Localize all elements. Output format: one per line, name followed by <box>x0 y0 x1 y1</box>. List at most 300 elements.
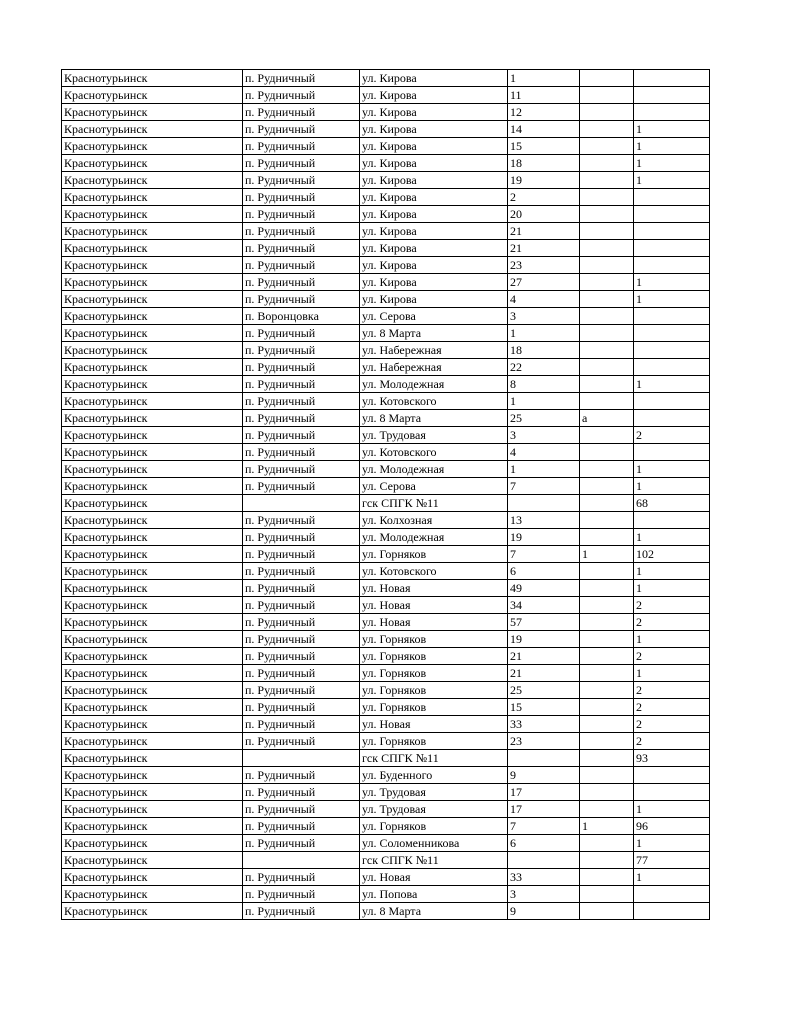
city-cell: Краснотурьинск <box>62 852 243 869</box>
building-suffix-cell <box>580 733 634 750</box>
street-cell: ул. Горняков <box>360 733 508 750</box>
table-row <box>62 495 710 512</box>
house-number-cell: 4 <box>508 444 580 461</box>
building-suffix-cell <box>580 461 634 478</box>
city-cell: Краснотурьинск <box>62 393 243 410</box>
city-cell: Краснотурьинск <box>62 767 243 784</box>
house-number-cell: 33 <box>508 716 580 733</box>
house-number-cell: 2 <box>508 189 580 206</box>
street-cell: ул. Кирова <box>360 240 508 257</box>
street-cell: ул. Горняков <box>360 546 508 563</box>
settlement-cell: п. Рудничный <box>243 206 360 223</box>
house-number-cell: 25 <box>508 410 580 427</box>
street-cell: ул. Кирова <box>360 104 508 121</box>
count-cell: 102 <box>634 546 710 563</box>
table-row <box>62 393 710 410</box>
settlement-cell: п. Рудничный <box>243 376 360 393</box>
building-suffix-cell <box>580 835 634 852</box>
city-cell: Краснотурьинск <box>62 87 243 104</box>
house-number-cell: 19 <box>508 172 580 189</box>
settlement-cell: п. Рудничный <box>243 801 360 818</box>
city-cell: Краснотурьинск <box>62 699 243 716</box>
settlement-cell: п. Рудничный <box>243 733 360 750</box>
settlement-cell: п. Рудничный <box>243 291 360 308</box>
table-row <box>62 359 710 376</box>
street-cell: ул. Попова <box>360 886 508 903</box>
count-cell <box>634 784 710 801</box>
settlement-cell: п. Рудничный <box>243 172 360 189</box>
building-suffix-cell <box>580 155 634 172</box>
building-suffix-cell <box>580 189 634 206</box>
street-cell: ул. Трудовая <box>360 427 508 444</box>
street-cell: ул. Кирова <box>360 138 508 155</box>
house-number-cell: 7 <box>508 818 580 835</box>
settlement-cell: п. Рудничный <box>243 274 360 291</box>
table-row <box>62 376 710 393</box>
city-cell: Краснотурьинск <box>62 342 243 359</box>
settlement-cell: п. Рудничный <box>243 70 360 87</box>
street-cell: ул. Горняков <box>360 648 508 665</box>
address-table <box>61 69 710 920</box>
settlement-cell: п. Рудничный <box>243 138 360 155</box>
house-number-cell: 1 <box>508 70 580 87</box>
count-cell: 1 <box>634 835 710 852</box>
street-cell: ул. Горняков <box>360 818 508 835</box>
building-suffix-cell <box>580 631 634 648</box>
count-cell <box>634 223 710 240</box>
street-cell: ул. 8 Марта <box>360 325 508 342</box>
building-suffix-cell <box>580 342 634 359</box>
street-cell: ул. 8 Марта <box>360 410 508 427</box>
settlement-cell: п. Рудничный <box>243 87 360 104</box>
count-cell: 1 <box>634 155 710 172</box>
count-cell: 2 <box>634 648 710 665</box>
count-cell: 96 <box>634 818 710 835</box>
settlement-cell <box>243 852 360 869</box>
settlement-cell: п. Рудничный <box>243 512 360 529</box>
settlement-cell: п. Рудничный <box>243 716 360 733</box>
city-cell: Краснотурьинск <box>62 308 243 325</box>
city-cell: Краснотурьинск <box>62 614 243 631</box>
building-suffix-cell <box>580 495 634 512</box>
settlement-cell: п. Рудничный <box>243 682 360 699</box>
street-cell: ул. Трудовая <box>360 801 508 818</box>
settlement-cell: п. Рудничный <box>243 665 360 682</box>
building-suffix-cell <box>580 376 634 393</box>
city-cell: Краснотурьинск <box>62 325 243 342</box>
city-cell: Краснотурьинск <box>62 546 243 563</box>
settlement-cell: п. Рудничный <box>243 869 360 886</box>
street-cell: ул. Кирова <box>360 257 508 274</box>
table-row <box>62 767 710 784</box>
count-cell: 1 <box>634 563 710 580</box>
city-cell: Краснотурьинск <box>62 784 243 801</box>
city-cell: Краснотурьинск <box>62 444 243 461</box>
table-row <box>62 682 710 699</box>
settlement-cell: п. Рудничный <box>243 597 360 614</box>
settlement-cell: п. Рудничный <box>243 614 360 631</box>
house-number-cell: 19 <box>508 631 580 648</box>
table-row <box>62 529 710 546</box>
table-row <box>62 818 710 835</box>
city-cell: Краснотурьинск <box>62 461 243 478</box>
building-suffix-cell <box>580 478 634 495</box>
city-cell: Краснотурьинск <box>62 818 243 835</box>
building-suffix-cell <box>580 291 634 308</box>
count-cell <box>634 767 710 784</box>
house-number-cell: 17 <box>508 801 580 818</box>
building-suffix-cell <box>580 869 634 886</box>
house-number-cell: 3 <box>508 886 580 903</box>
settlement-cell: п. Рудничный <box>243 444 360 461</box>
table-row <box>62 665 710 682</box>
street-cell: ул. Кирова <box>360 291 508 308</box>
settlement-cell: п. Рудничный <box>243 478 360 495</box>
city-cell: Краснотурьинск <box>62 359 243 376</box>
street-cell: ул. Серова <box>360 308 508 325</box>
building-suffix-cell <box>580 138 634 155</box>
table-row <box>62 699 710 716</box>
house-number-cell: 1 <box>508 393 580 410</box>
settlement-cell: п. Рудничный <box>243 563 360 580</box>
count-cell: 1 <box>634 274 710 291</box>
building-suffix-cell <box>580 172 634 189</box>
house-number-cell: 13 <box>508 512 580 529</box>
street-cell: ул. Котовского <box>360 393 508 410</box>
table-row <box>62 716 710 733</box>
street-cell: ул. Кирова <box>360 155 508 172</box>
building-suffix-cell <box>580 274 634 291</box>
city-cell: Краснотурьинск <box>62 291 243 308</box>
city-cell: Краснотурьинск <box>62 189 243 206</box>
table-row <box>62 784 710 801</box>
count-cell: 2 <box>634 597 710 614</box>
count-cell: 2 <box>634 733 710 750</box>
settlement-cell: п. Рудничный <box>243 342 360 359</box>
settlement-cell: п. Рудничный <box>243 223 360 240</box>
city-cell: Краснотурьинск <box>62 682 243 699</box>
building-suffix-cell <box>580 716 634 733</box>
table-row <box>62 546 710 563</box>
street-cell: ул. Буденного <box>360 767 508 784</box>
house-number-cell: 9 <box>508 767 580 784</box>
count-cell: 1 <box>634 631 710 648</box>
building-suffix-cell <box>580 121 634 138</box>
count-cell <box>634 886 710 903</box>
building-suffix-cell <box>580 614 634 631</box>
city-cell: Краснотурьинск <box>62 427 243 444</box>
building-suffix-cell <box>580 886 634 903</box>
count-cell: 77 <box>634 852 710 869</box>
street-cell: ул. Кирова <box>360 87 508 104</box>
table-row <box>62 138 710 155</box>
building-suffix-cell <box>580 240 634 257</box>
house-number-cell: 4 <box>508 291 580 308</box>
building-suffix-cell <box>580 206 634 223</box>
house-number-cell: 3 <box>508 308 580 325</box>
count-cell <box>634 359 710 376</box>
settlement-cell: п. Рудничный <box>243 155 360 172</box>
city-cell: Краснотурьинск <box>62 750 243 767</box>
count-cell <box>634 257 710 274</box>
table-row <box>62 869 710 886</box>
house-number-cell: 15 <box>508 138 580 155</box>
count-cell: 1 <box>634 121 710 138</box>
building-suffix-cell <box>580 597 634 614</box>
house-number-cell: 15 <box>508 699 580 716</box>
house-number-cell: 21 <box>508 648 580 665</box>
count-cell: 68 <box>634 495 710 512</box>
city-cell: Краснотурьинск <box>62 172 243 189</box>
settlement-cell: п. Рудничный <box>243 189 360 206</box>
address-table-body <box>62 70 710 920</box>
count-cell: 1 <box>634 138 710 155</box>
count-cell: 1 <box>634 665 710 682</box>
street-cell: ул. Кирова <box>360 70 508 87</box>
building-suffix-cell <box>580 104 634 121</box>
street-cell: ул. Кирова <box>360 274 508 291</box>
city-cell: Краснотурьинск <box>62 206 243 223</box>
street-cell: ул. Горняков <box>360 665 508 682</box>
city-cell: Краснотурьинск <box>62 155 243 172</box>
count-cell <box>634 104 710 121</box>
settlement-cell: п. Рудничный <box>243 529 360 546</box>
city-cell: Краснотурьинск <box>62 563 243 580</box>
building-suffix-cell <box>580 699 634 716</box>
street-cell: ул. Новая <box>360 869 508 886</box>
city-cell: Краснотурьинск <box>62 529 243 546</box>
count-cell <box>634 393 710 410</box>
count-cell <box>634 70 710 87</box>
count-cell <box>634 308 710 325</box>
house-number-cell: 12 <box>508 104 580 121</box>
table-row <box>62 648 710 665</box>
building-suffix-cell <box>580 427 634 444</box>
table-row <box>62 240 710 257</box>
building-suffix-cell: 1 <box>580 818 634 835</box>
house-number-cell: 6 <box>508 835 580 852</box>
building-suffix-cell <box>580 563 634 580</box>
street-cell: ул. Кирова <box>360 223 508 240</box>
house-number-cell: 23 <box>508 733 580 750</box>
house-number-cell: 27 <box>508 274 580 291</box>
table-row <box>62 155 710 172</box>
house-number-cell: 20 <box>508 206 580 223</box>
table-row <box>62 257 710 274</box>
settlement-cell: п. Рудничный <box>243 121 360 138</box>
table-row <box>62 189 710 206</box>
table-row <box>62 835 710 852</box>
house-number-cell: 57 <box>508 614 580 631</box>
street-cell: ул. Горняков <box>360 699 508 716</box>
city-cell: Краснотурьинск <box>62 274 243 291</box>
count-cell: 2 <box>634 614 710 631</box>
table-row <box>62 223 710 240</box>
city-cell: Краснотурьинск <box>62 138 243 155</box>
street-cell: ул. Набережная <box>360 359 508 376</box>
table-row <box>62 70 710 87</box>
settlement-cell: п. Рудничный <box>243 104 360 121</box>
count-cell <box>634 342 710 359</box>
count-cell <box>634 512 710 529</box>
city-cell: Краснотурьинск <box>62 869 243 886</box>
settlement-cell: п. Рудничный <box>243 359 360 376</box>
city-cell: Краснотурьинск <box>62 223 243 240</box>
city-cell: Краснотурьинск <box>62 835 243 852</box>
house-number-cell: 34 <box>508 597 580 614</box>
settlement-cell: п. Рудничный <box>243 886 360 903</box>
building-suffix-cell <box>580 393 634 410</box>
table-row <box>62 631 710 648</box>
table-row <box>62 580 710 597</box>
count-cell: 1 <box>634 376 710 393</box>
house-number-cell: 18 <box>508 155 580 172</box>
street-cell: ул. Новая <box>360 614 508 631</box>
city-cell: Краснотурьинск <box>62 665 243 682</box>
street-cell: ул. Колхозная <box>360 512 508 529</box>
table-row <box>62 172 710 189</box>
table-row <box>62 903 710 920</box>
building-suffix-cell <box>580 325 634 342</box>
table-row <box>62 597 710 614</box>
table-row <box>62 308 710 325</box>
street-cell: гск СПГК №11 <box>360 495 508 512</box>
street-cell: ул. Горняков <box>360 682 508 699</box>
count-cell <box>634 189 710 206</box>
house-number-cell: 21 <box>508 240 580 257</box>
street-cell: ул. Новая <box>360 597 508 614</box>
city-cell: Краснотурьинск <box>62 376 243 393</box>
settlement-cell: п. Рудничный <box>243 818 360 835</box>
city-cell: Краснотурьинск <box>62 70 243 87</box>
building-suffix-cell <box>580 308 634 325</box>
settlement-cell: п. Воронцовка <box>243 308 360 325</box>
settlement-cell: п. Рудничный <box>243 240 360 257</box>
settlement-cell: п. Рудничный <box>243 427 360 444</box>
house-number-cell: 6 <box>508 563 580 580</box>
street-cell: ул. Кирова <box>360 121 508 138</box>
settlement-cell: п. Рудничный <box>243 699 360 716</box>
house-number-cell: 18 <box>508 342 580 359</box>
city-cell: Краснотурьинск <box>62 631 243 648</box>
building-suffix-cell <box>580 767 634 784</box>
settlement-cell: п. Рудничный <box>243 257 360 274</box>
table-row <box>62 121 710 138</box>
count-cell <box>634 410 710 427</box>
house-number-cell: 17 <box>508 784 580 801</box>
house-number-cell: 1 <box>508 461 580 478</box>
table-row <box>62 104 710 121</box>
table-row <box>62 291 710 308</box>
table-row <box>62 206 710 223</box>
street-cell: ул. Молодежная <box>360 461 508 478</box>
street-cell: ул. Молодежная <box>360 529 508 546</box>
street-cell: ул. Котовского <box>360 444 508 461</box>
building-suffix-cell <box>580 512 634 529</box>
table-row <box>62 478 710 495</box>
street-cell: ул. Новая <box>360 580 508 597</box>
building-suffix-cell <box>580 648 634 665</box>
street-cell: ул. Котовского <box>360 563 508 580</box>
table-row <box>62 750 710 767</box>
building-suffix-cell <box>580 801 634 818</box>
settlement-cell: п. Рудничный <box>243 325 360 342</box>
count-cell: 2 <box>634 427 710 444</box>
street-cell: ул. Трудовая <box>360 784 508 801</box>
count-cell <box>634 903 710 920</box>
city-cell: Краснотурьинск <box>62 121 243 138</box>
city-cell: Краснотурьинск <box>62 410 243 427</box>
building-suffix-cell <box>580 852 634 869</box>
table-row <box>62 512 710 529</box>
city-cell: Краснотурьинск <box>62 648 243 665</box>
table-row <box>62 801 710 818</box>
count-cell: 2 <box>634 716 710 733</box>
table-row <box>62 427 710 444</box>
house-number-cell: 21 <box>508 665 580 682</box>
street-cell: ул. Соломенникова <box>360 835 508 852</box>
house-number-cell: 49 <box>508 580 580 597</box>
house-number-cell: 22 <box>508 359 580 376</box>
house-number-cell <box>508 750 580 767</box>
city-cell: Краснотурьинск <box>62 597 243 614</box>
settlement-cell: п. Рудничный <box>243 784 360 801</box>
count-cell: 2 <box>634 699 710 716</box>
city-cell: Краснотурьинск <box>62 716 243 733</box>
street-cell: гск СПГК №11 <box>360 852 508 869</box>
house-number-cell: 21 <box>508 223 580 240</box>
settlement-cell: п. Рудничный <box>243 546 360 563</box>
house-number-cell: 11 <box>508 87 580 104</box>
count-cell <box>634 444 710 461</box>
settlement-cell: п. Рудничный <box>243 631 360 648</box>
building-suffix-cell: а <box>580 410 634 427</box>
street-cell: ул. Набережная <box>360 342 508 359</box>
city-cell: Краснотурьинск <box>62 495 243 512</box>
table-row <box>62 410 710 427</box>
count-cell: 1 <box>634 461 710 478</box>
street-cell: ул. Горняков <box>360 631 508 648</box>
table-row <box>62 886 710 903</box>
settlement-cell: п. Рудничный <box>243 461 360 478</box>
city-cell: Краснотурьинск <box>62 512 243 529</box>
street-cell: гск СПГК №11 <box>360 750 508 767</box>
building-suffix-cell <box>580 665 634 682</box>
settlement-cell: п. Рудничный <box>243 903 360 920</box>
settlement-cell: п. Рудничный <box>243 410 360 427</box>
building-suffix-cell <box>580 257 634 274</box>
settlement-cell: п. Рудничный <box>243 393 360 410</box>
house-number-cell: 7 <box>508 478 580 495</box>
settlement-cell: п. Рудничный <box>243 835 360 852</box>
house-number-cell: 7 <box>508 546 580 563</box>
city-cell: Краснотурьинск <box>62 733 243 750</box>
settlement-cell <box>243 750 360 767</box>
table-row <box>62 733 710 750</box>
house-number-cell <box>508 852 580 869</box>
house-number-cell: 8 <box>508 376 580 393</box>
table-row <box>62 614 710 631</box>
house-number-cell: 25 <box>508 682 580 699</box>
street-cell: ул. Серова <box>360 478 508 495</box>
count-cell: 1 <box>634 529 710 546</box>
count-cell: 1 <box>634 291 710 308</box>
building-suffix-cell <box>580 903 634 920</box>
settlement-cell: п. Рудничный <box>243 580 360 597</box>
count-cell <box>634 87 710 104</box>
table-row <box>62 852 710 869</box>
city-cell: Краснотурьинск <box>62 580 243 597</box>
